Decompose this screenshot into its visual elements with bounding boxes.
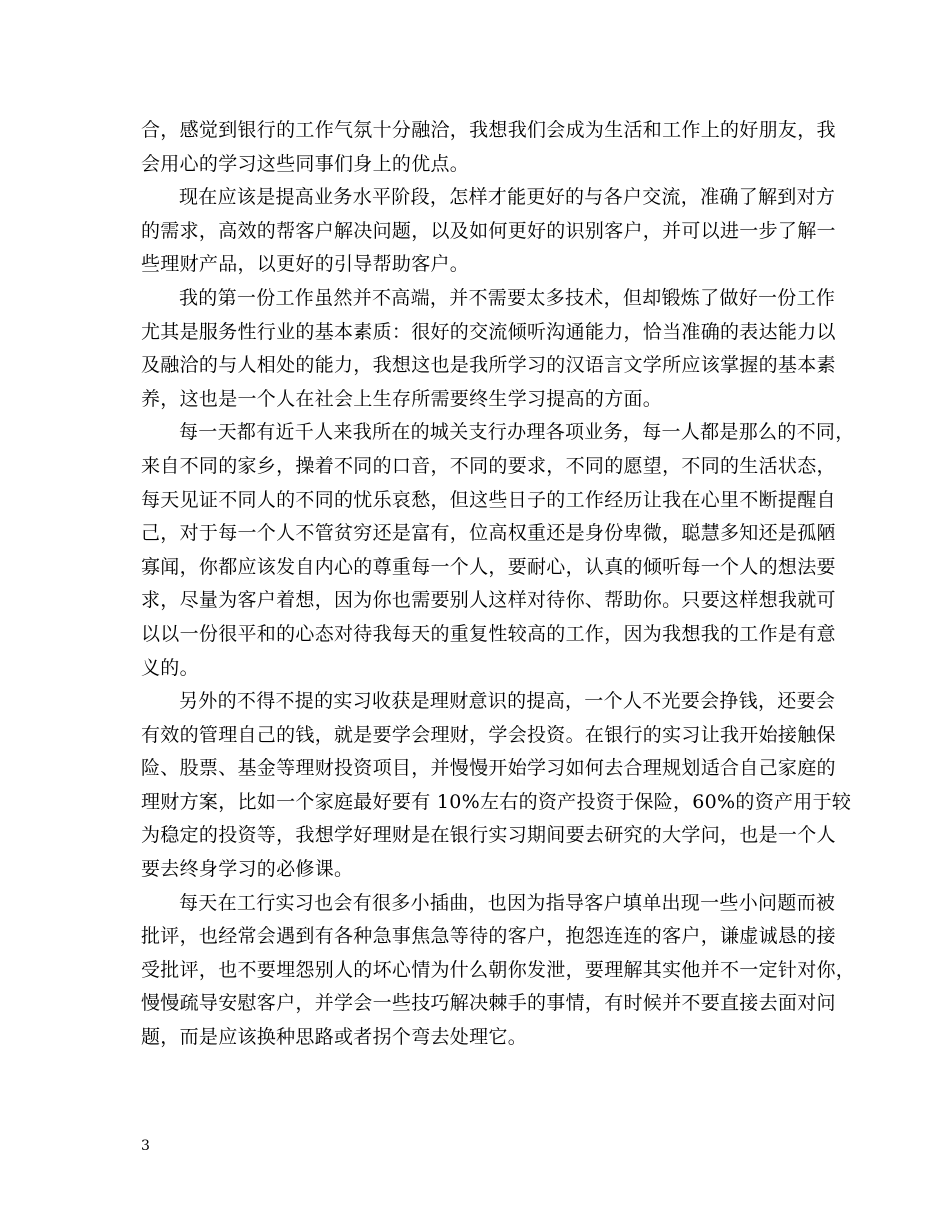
text-line: 每天在工行实习也会有很多小插曲，也因为指导客户填单出现一些小问题而被 xyxy=(179,891,836,914)
text-line: 受批评，也不要埋怨别人的坏心情为什么朝你发泄，要理解其实他并不一定针对你， xyxy=(141,958,856,981)
text-line: 险、股票、基金等理财投资项目，并慢慢开始学习如何去合理规划适合自己家庭的 xyxy=(141,757,836,780)
text-line: 求，尽量为客户着想，因为你也需要别人这样对待你、帮助你。只要这样想我就可 xyxy=(141,589,836,612)
paragraph-3 xyxy=(141,282,836,416)
text-line: 我的第一份工作虽然并不高端，并不需要太多技术，但却锻炼了做好一份工作 xyxy=(179,286,836,309)
text-line: 为稳定的投资等，我想学好理财是在银行实习期间要去研究的大学问，也是一个人 xyxy=(141,824,836,847)
text-line: 题，而是应该换种思路或者拐个弯去处理它。 xyxy=(141,1026,528,1049)
text-line: 慢慢疏导安慰客户，并学会一些技巧解决棘手的事情，有时候并不要直接去面对问 xyxy=(141,992,836,1015)
text-line: 会用心的学习这些同事们身上的优点。 xyxy=(141,152,470,175)
text-line: 些理财产品，以更好的引导帮助客户。 xyxy=(141,253,470,276)
text-line: 每一天都有近千人来我所在的城关支行办理各项业务，每一人都是那么的不同， xyxy=(179,421,855,444)
body-text xyxy=(141,114,856,1055)
text-line: 己，对于每一个人不管贫穷还是富有，位高权重还是身份卑微，聪慧多知还是孤陋 xyxy=(141,522,836,545)
text-line: 有效的管理自己的钱，就是要学会理财，学会投资。在银行的实习让我开始接触保 xyxy=(141,723,836,746)
text-line: 寡闻，你都应该发自内心的尊重每一个人，要耐心，认真的倾听每一个人的想法要 xyxy=(141,555,836,578)
paragraph-5 xyxy=(141,685,852,887)
text-line: 来自不同的家乡，操着不同的口音，不同的要求，不同的愿望，不同的生活状态， xyxy=(141,454,836,477)
text-line: 要去终身学习的必修课。 xyxy=(141,858,354,881)
text-line: 尤其是服务性行业的基本素质：很好的交流倾听沟通能力，恰当准确的表达能力以 xyxy=(141,320,836,343)
text-line: 现在应该是提高业务水平阶段，怎样才能更好的与各户交流，准确了解到对方 xyxy=(179,186,836,209)
text-line: 养，这也是一个人在社会上生存所需要终生学习提高的方面。 xyxy=(141,387,663,410)
text-line: 理财方案，比如一个家庭最好要有 10%左右的资产投资于保险，60%的资产用于较 xyxy=(141,790,852,813)
text-line: 每天见证不同人的不同的忧乐哀愁，但这些日子的工作经历让我在心里不断提醒自 xyxy=(141,488,836,511)
paragraph-6 xyxy=(141,887,856,1055)
text-line: 合，感觉到银行的工作气氛十分融洽，我想我们会成为生活和工作上的好朋友，我 xyxy=(141,119,836,141)
paragraph-2 xyxy=(141,181,836,282)
paragraph-4 xyxy=(141,416,855,685)
page-number: 3 xyxy=(141,1138,150,1154)
text-line: 批评，也经常会遇到有各种急事焦急等待的客户，抱怨连连的客户，谦虚诚恳的接 xyxy=(141,925,836,948)
text-line: 另外的不得不提的实习收获是理财意识的提高，一个人不光要会挣钱，还要会 xyxy=(179,690,836,713)
paragraph-1 xyxy=(141,114,836,181)
text-line: 义的。 xyxy=(141,656,199,679)
text-line: 及融洽的与人相处的能力，我想这也是我所学习的汉语言文学所应该掌握的基本素 xyxy=(141,354,836,377)
text-line: 的需求，高效的帮客户解决问题，以及如何更好的识别客户，并可以进一步了解一 xyxy=(141,219,836,242)
text-line: 以以一份很平和的心态对待我每天的重复性较高的工作，因为我想我的工作是有意 xyxy=(141,622,836,645)
